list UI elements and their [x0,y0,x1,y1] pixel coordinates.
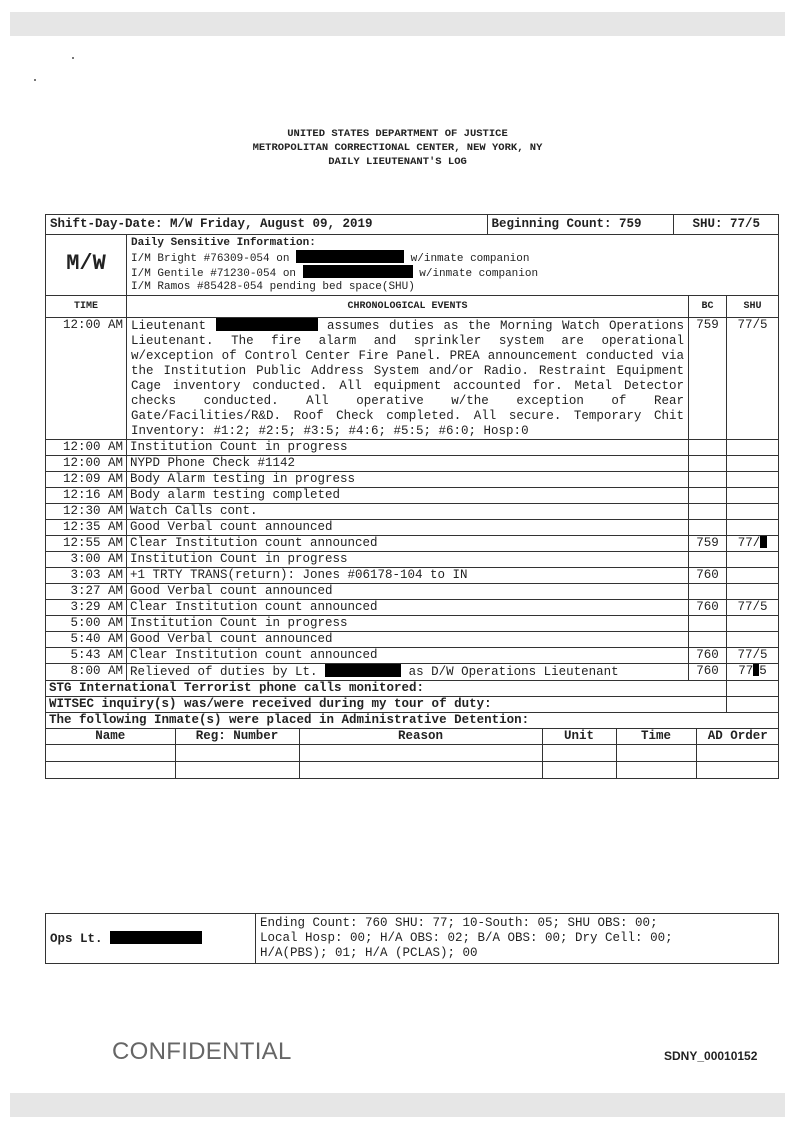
ad-col-reason: Reason [299,729,542,745]
stg-note: STG International Terrorist phone calls monitored: [46,681,727,697]
event-row [46,600,779,616]
event-shu-text: 77/ [737,536,761,550]
event-shu [727,472,779,488]
header-agency: UNITED STATES DEPARTMENT OF JUSTICE [287,128,508,140]
adseg-note: The following Inmate(s) were placed in Administrative Detention: [46,713,779,729]
relieved-row [46,664,779,681]
event-shu [727,440,779,456]
sensitive-line2-pre: I/M Gentile #71230-054 on [131,268,297,280]
col-time: TIME [46,296,127,318]
event-shu [727,520,779,536]
event-time: 5:40 AM [46,632,127,648]
event-time: 5:00 AM [46,616,127,632]
event-time: 12:00 AM [46,440,127,456]
event-bc: 760 [689,568,727,584]
ad-header-row [46,729,779,745]
event-time: 3:03 AM [46,568,127,584]
relieved-time: 8:00 AM [46,664,127,681]
event-shu [727,616,779,632]
ad-blank-row [46,762,779,779]
event-bc: 759 [689,536,727,552]
event-row [46,632,779,648]
ending-line2: Local Hosp: 00; H/A OBS: 02; B/A OBS: 00; Dry Cell: 00; [260,931,673,945]
event-time: 12:30 AM [46,504,127,520]
ending-line1: Ending Count: 760 SHU: 77; 10-South: 05; SHU OBS: 00; [260,916,658,930]
event-bc [689,488,727,504]
redaction-block [760,536,767,548]
event-shu [727,568,779,584]
summary-subtable [46,215,779,234]
event-row [46,440,779,456]
sensitive-line1-pre: I/M Bright #76309-054 on [131,252,290,265]
relieved-bc: 760 [689,664,727,681]
scan-speck [72,57,74,59]
shift-day-date: Shift-Day-Date: M/W Friday, August 09, 2019 [46,215,487,234]
event-time: 3:27 AM [46,584,127,600]
event-bc: 760 [689,600,727,616]
redaction-block [110,931,202,944]
summary-row [46,215,779,235]
sensitive-info [127,235,779,296]
redaction-block [325,664,401,677]
event-shu [727,488,779,504]
document-header [0,127,795,169]
ad-col-unit: Unit [542,729,616,745]
event-bc [689,520,727,536]
event-text: Good Verbal count announced [127,632,689,648]
event-row [46,536,779,552]
stg-row [46,681,779,697]
column-header-row [46,296,779,318]
ending-count [256,914,779,964]
event-row [46,488,779,504]
event-row [46,584,779,600]
event-text: Good Verbal count announced [127,584,689,600]
ops-lt-cell [46,914,256,964]
event-text: Good Verbal count announced [127,520,689,536]
ad-col-name: Name [46,729,175,745]
col-shu: SHU [727,296,779,318]
relieved-post: as D/W Operations Lieutenant [408,665,619,679]
shu-count: SHU: 77/5 [692,217,760,231]
event-time: 12:00 AM [46,318,127,440]
event-shu [727,536,779,552]
event-time: 12:35 AM [46,520,127,536]
bates-number: SDNY_00010152 [664,1049,758,1063]
scan-speck [34,79,36,81]
event-text: NYPD Phone Check #1142 [127,456,689,472]
event-text-post: assumes duties as the Morning Watch Operations Lieutenant. The fire alarm and sprinkler system are operational w/exception of Control Center Fire Panel. PREA announcement conducted via the Institution Public Address System and/or Radio. Restraint Equipment Cage inventory conducted. All equipment accounted for. Metal Detector checks conducted. All operative w/the exception of Rear Gate/Facilities/R&D. Roof Check completed. All secure. Temporary Chit Inventory: #1:2; #2:5; #3:5; #4:6; #5:5; #6:0; Hosp:0 [131,319,684,438]
confidential-stamp: CONFIDENTIAL [112,1038,292,1065]
event-shu [727,584,779,600]
event-row [46,552,779,568]
col-bc: BC [689,296,727,318]
redaction-block [216,318,318,331]
sensitive-line2-post: w/inmate companion [419,268,539,280]
event-bc [689,456,727,472]
adseg-row [46,713,779,729]
scan-band-bottom [10,1093,785,1117]
event-time: 12:09 AM [46,472,127,488]
event-row [46,504,779,520]
event-bc: 759 [689,318,727,440]
event-time: 12:55 AM [46,536,127,552]
shift-label: M/W [46,235,127,296]
event-shu [727,504,779,520]
sensitive-row [46,235,779,296]
scan-band-top [10,12,785,36]
relieved-shu-a: 77 [738,664,754,678]
event-text: Institution Count in progress [127,616,689,632]
event-row [46,472,779,488]
event-time: 5:43 AM [46,648,127,664]
event-text: Clear Institution count announced [127,536,689,552]
header-facility: METROPOLITAN CORRECTIONAL CENTER, NEW YORK, NY [252,142,543,154]
ad-col-reg: Reg: Number [175,729,299,745]
event-shu [727,632,779,648]
redaction-block [303,265,413,278]
event-row [46,616,779,632]
event-time: 12:00 AM [46,456,127,472]
event-text: Institution Count in progress [127,440,689,456]
event-text: Institution Count in progress [127,552,689,568]
event-bc [689,552,727,568]
event-bc: 760 [689,648,727,664]
ad-blank-row [46,745,779,762]
event-shu [727,552,779,568]
beginning-count: Beginning Count: 759 [487,215,673,234]
event-row [46,456,779,472]
redaction-block [296,250,404,263]
event-shu: 77/5 [727,600,779,616]
sensitive-title: Daily Sensitive Information: [131,237,316,249]
lieutenant-log-table [45,214,779,779]
header-title: DAILY LIEUTENANT'S LOG [328,156,467,168]
event-text: Body alarm testing completed [127,488,689,504]
event-row [46,648,779,664]
ending-line3: H/A(PBS); 01; H/A (PCLAS); 00 [260,946,478,960]
event-time: 3:00 AM [46,552,127,568]
event-row [46,568,779,584]
ad-detention-row [46,729,779,779]
relieved-pre: Relieved of duties by Lt. [130,665,318,679]
event-bc [689,632,727,648]
col-events: CHRONOLOGICAL EVENTS [127,296,689,318]
event-time: 3:29 AM [46,600,127,616]
ad-detention-table [46,729,779,778]
event-text: Clear Institution count announced [127,648,689,664]
event-bc [689,472,727,488]
ad-col-order: AD Order [707,729,768,743]
relieved-shu-b: 5 [759,664,767,678]
sensitive-line3: I/M Ramos #85428-054 pending bed space(SHU) [131,280,415,293]
event-text-pre: Lieutenant [131,319,207,333]
event-text: Watch Calls cont. [127,504,689,520]
event-row-first [46,318,779,440]
ops-lt-label: Ops Lt. [50,931,103,946]
event-text: Body Alarm testing in progress [127,472,689,488]
ending-count-table [45,913,779,964]
event-text: Clear Institution count announced [127,600,689,616]
event-bc [689,584,727,600]
witsec-note: WITSEC inquiry(s) was/were received during my tour of duty: [46,697,727,713]
event-bc [689,616,727,632]
event-text: +1 TRTY TRANS(return): Jones #06178-104 to IN [127,568,689,584]
ad-col-time: Time [616,729,696,745]
event-time: 12:16 AM [46,488,127,504]
event-bc [689,440,727,456]
event-shu [727,456,779,472]
event-bc [689,504,727,520]
witsec-row [46,697,779,713]
event-row [46,520,779,536]
event-shu: 77/5 [727,648,779,664]
event-shu: 77/5 [727,318,779,440]
sensitive-line1-post: w/inmate companion [410,252,530,265]
